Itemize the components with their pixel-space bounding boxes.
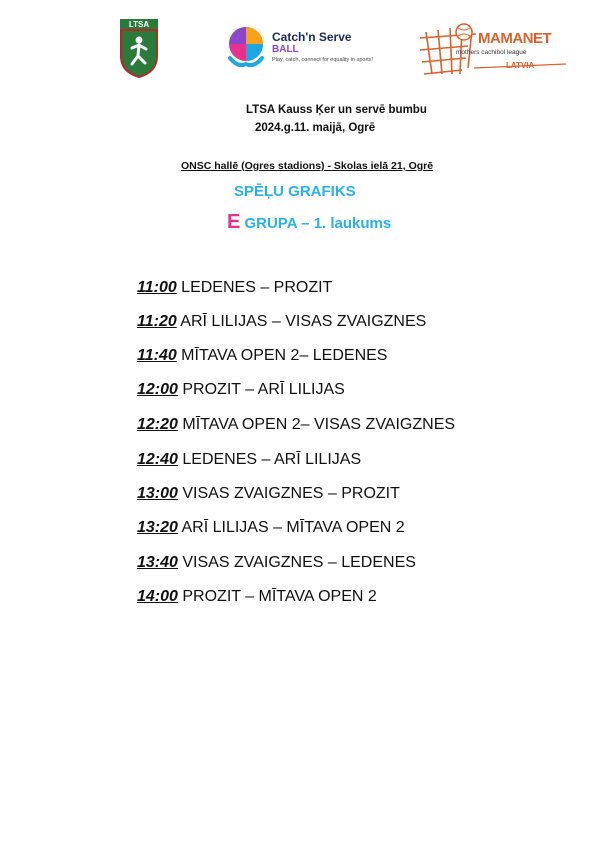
match-time: 12:00 <box>137 381 178 398</box>
match-row <box>137 416 455 434</box>
group-heading <box>227 211 391 234</box>
match-teams: VISAS ZVAIGZNES – LEDENES <box>177 554 416 571</box>
match-time: 12:40 <box>137 451 178 468</box>
match-time: 13:20 <box>137 519 178 536</box>
mamanet-subtitle: mothers cachibol league <box>456 49 527 56</box>
ltsa-logo <box>118 18 160 78</box>
match-time: 13:00 <box>137 485 178 502</box>
schedule-title: SPĒĻU GRAFIKS <box>234 183 356 200</box>
event-date: 2024.g.11. maijā, Ogrē <box>255 122 376 134</box>
match-time: 14:00 <box>137 588 178 605</box>
match-teams: MĪTAVA OPEN 2– LEDENES <box>176 347 388 364</box>
match-teams: PROZIT – ARĪ LILIJAS <box>177 381 345 398</box>
match-row <box>137 485 400 503</box>
group-letter: E <box>227 211 241 233</box>
catchnserve-ball: BALL <box>272 44 299 55</box>
match-teams: LEDENES – ARĪ LILIJAS <box>177 451 362 468</box>
match-row <box>137 519 405 537</box>
match-time: 13:40 <box>137 554 178 571</box>
match-time: 11:20 <box>137 313 177 330</box>
group-label: GRUPA – 1. laukums <box>240 215 392 232</box>
match-row <box>137 313 426 331</box>
match-teams: PROZIT – MĪTAVA OPEN 2 <box>177 588 377 605</box>
match-teams: ARĪ LILIJAS – MĪTAVA OPEN 2 <box>177 519 405 536</box>
catchnserve-title: Catch'n Serve <box>272 30 352 44</box>
mamanet-logo <box>418 18 568 76</box>
mamanet-country: LATVIA <box>506 61 535 70</box>
match-teams: LEDENES – PROZIT <box>176 279 333 296</box>
catchnserve-logo <box>224 24 374 70</box>
event-title: LTSA Kauss Ķer un servē bumbu <box>246 104 427 116</box>
ltsa-logo-text: LTSA <box>128 20 150 29</box>
catchnserve-tagline: Play, catch, connect for equality in sports! <box>272 57 374 63</box>
venue-line: ONSC hallē (Ogres stadions) - Skolas ielā 21, Ogrē <box>181 160 434 172</box>
match-time: 11:00 <box>137 279 177 296</box>
match-time: 11:40 <box>137 347 177 364</box>
match-row <box>137 588 377 606</box>
match-teams: VISAS ZVAIGZNES – PROZIT <box>177 485 400 502</box>
match-row <box>137 347 387 365</box>
mamanet-word: MAMANET <box>478 30 552 47</box>
match-row <box>137 554 416 572</box>
match-time: 12:20 <box>137 416 178 433</box>
match-teams: MĪTAVA OPEN 2– VISAS ZVAIGZNES <box>177 416 456 433</box>
match-teams: ARĪ LILIJAS – VISAS ZVAIGZNES <box>176 313 427 330</box>
match-row <box>137 451 361 469</box>
match-row <box>137 279 332 297</box>
match-row <box>137 381 345 399</box>
